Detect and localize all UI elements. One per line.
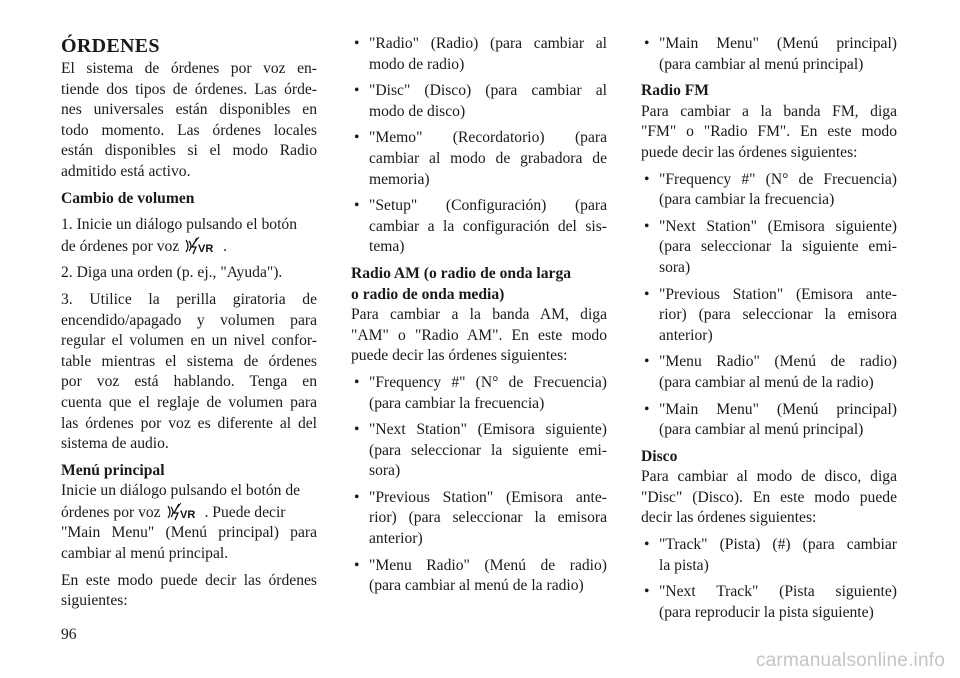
- section-title: ÓRDENES: [61, 35, 160, 57]
- list-item: • "Disc" (Disco) (para cambiar al modo de disco): [354, 82, 607, 120]
- list-item: • "Frequency #" (N° de Frecuencia) (para cambiar la frecuencia): [354, 373, 607, 412]
- column-middle: [351, 34, 607, 597]
- list-item: • "Frequency #" (N° de Frecuencia) (para cambiar la frecuencia): [644, 170, 897, 209]
- text-line: sistema de audio.: [61, 435, 169, 453]
- list-item: • "Menu Radio" (Menú de radio) (para cambiar al menú de la radio): [354, 556, 607, 595]
- text-line: tiende dos tipos de órdenes. Las órde-: [61, 80, 317, 98]
- list-item: • "Setup" (Configuración) (para cambiar a la configuración del sis- tema): [354, 197, 607, 256]
- mode-paragraph: [61, 571, 317, 612]
- text-line: 1. Inicie un diálogo pulsando el botón: [61, 216, 298, 234]
- text-line: En este modo puede decir las órdenes: [61, 571, 317, 589]
- text-line: Para cambiar al modo de disco, diga: [641, 468, 897, 486]
- fm-paragraph: [641, 102, 897, 164]
- text-line: cuenta que el reglaje de volumen para: [61, 393, 317, 411]
- disc-heading: Disco: [641, 447, 678, 465]
- column-right: [641, 34, 897, 623]
- text-line: por voz está hablando. Tenga en: [61, 373, 317, 391]
- text-line: cambiar al menú principal.: [61, 545, 229, 563]
- list-item: • "Menu Radio" (Menú de radio) (para cambiar al menú de la radio): [644, 353, 897, 391]
- text-line: "Disc" (Disco). En este modo puede: [641, 488, 897, 506]
- text-line: El sistema de órdenes por voz en-: [61, 60, 317, 77]
- list-item: • "Previous Station" (Emisora ante- rior) (para seleccionar la emisora anterior): [644, 285, 897, 344]
- column-left: [61, 34, 317, 612]
- text-line: "FM" o "Radio FM". En este modo: [641, 123, 897, 141]
- text-line: todo momento. Las órdenes locales: [61, 121, 317, 139]
- vr-voice-icon: [166, 502, 204, 522]
- text-line: Para cambiar a la banda AM, diga: [351, 306, 607, 324]
- text-line: 3. Utilice la perilla giratoria de: [61, 290, 317, 308]
- intro-paragraph: [61, 59, 317, 183]
- list-item: • "Memo" (Recordatorio) (para cambiar al modo de grabadora de memoria): [354, 129, 607, 188]
- list-item: • "Main Menu" (Menú principal) (para cambiar al menú principal): [644, 400, 897, 439]
- text-line: las órdenes por voz es diferente al del: [61, 414, 317, 432]
- list-item: • "Track" (Pista) (#) (para cambiar la pista): [644, 536, 897, 574]
- page-number: 96: [61, 626, 77, 643]
- list-item: • "Radio" (Radio) (para cambiar al modo de radio): [354, 35, 607, 73]
- text-line: nes universales están disponibles en: [61, 101, 317, 119]
- am-paragraph: [351, 305, 607, 367]
- text-line: puede decir las órdenes siguientes:: [641, 143, 858, 161]
- list-item: • "Next Station" (Emisora siguiente) (para seleccionar la siguiente emi- sora): [354, 421, 607, 480]
- text-line: admitido está activo.: [61, 162, 191, 180]
- svg-text:VR: VR: [179, 508, 195, 521]
- text-line: encendido/apagado y volumen para: [61, 311, 317, 329]
- main-menu-heading: Menú principal: [61, 461, 165, 479]
- text-line: regular el volumen en un nivel confor-: [61, 332, 317, 350]
- step-3: [61, 290, 317, 455]
- step-2: 2. Diga una orden (p. ej., "Ayuda").: [61, 264, 283, 282]
- text-line: decir las órdenes siguientes:: [641, 509, 817, 527]
- text-line: están disponibles si el modo Radio: [61, 142, 317, 160]
- text-line: órdenes por voz VR . Puede decir: [61, 503, 286, 521]
- text-line: "Main Menu" (Menú principal) para: [61, 524, 317, 542]
- text-line: siguientes:: [61, 592, 128, 610]
- disc-paragraph: [641, 467, 897, 529]
- step-1: [61, 215, 317, 257]
- vr-voice-icon: [184, 236, 222, 256]
- list-item: • "Next Station" (Emisora siguiente) (para seleccionar la siguiente emi- sora): [644, 217, 897, 276]
- main-menu-paragraph: [61, 481, 317, 564]
- text-line: table mientras el sistema de órdenes: [61, 352, 317, 370]
- text-line: "AM" o "Radio AM". En este modo: [351, 326, 607, 344]
- list-item: • "Next Track" (Pista siguiente) (para reproducir la pista siguiente): [644, 583, 897, 621]
- text-line: de órdenes por voz VR .: [61, 237, 228, 255]
- volume-heading: Cambio de volumen: [61, 189, 195, 207]
- text-line: Para cambiar a la banda FM, diga: [641, 102, 897, 120]
- list-item: • "Previous Station" (Emisora ante- rior) (para seleccionar la emisora anterior): [354, 488, 607, 548]
- am-heading: Radio AM (o radio de onda larga o radio de onda media): [351, 264, 572, 303]
- svg-text:VR: VR: [198, 242, 214, 255]
- fm-heading: Radio FM: [641, 82, 710, 100]
- text-line: Inicie un diálogo pulsando el botón de: [61, 482, 301, 500]
- text-line: puede decir las órdenes siguientes:: [351, 347, 568, 365]
- list-item: • "Main Menu" (Menú principal) (para cambiar al menú principal): [644, 35, 897, 73]
- watermark: carmanualsonline.info: [755, 650, 945, 671]
